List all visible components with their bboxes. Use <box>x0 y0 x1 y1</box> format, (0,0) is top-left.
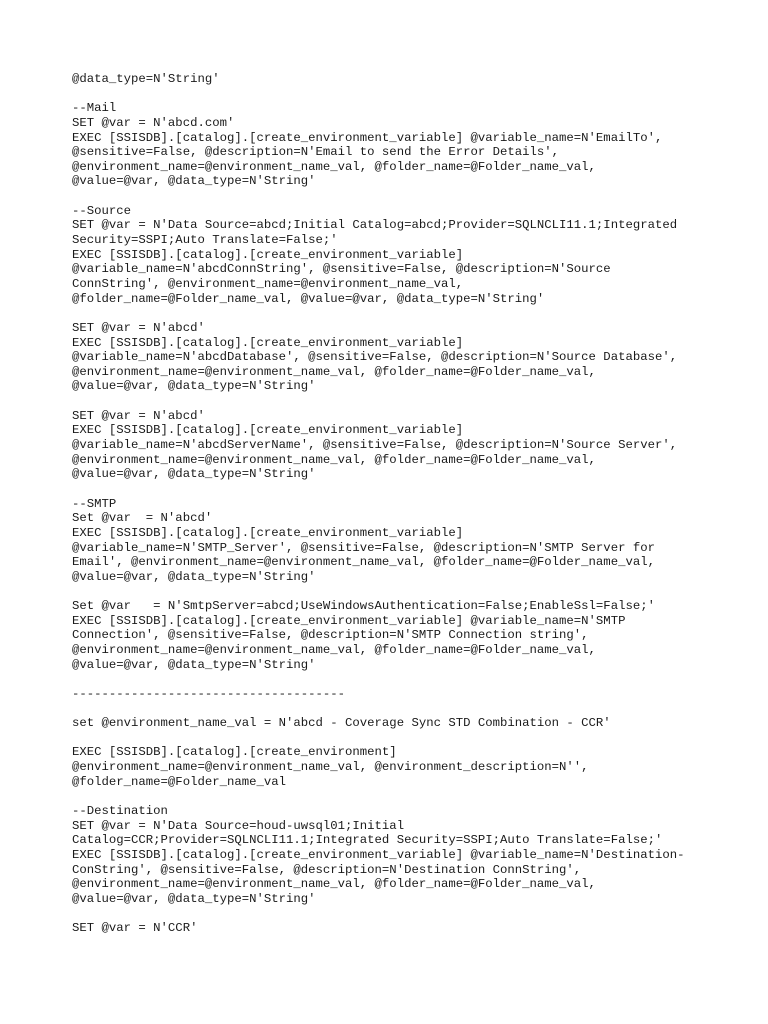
code-line: Email', @environment_name=@environment_name_val, @folder_name=@Folder_name_val, <box>72 555 655 570</box>
code-line: Connection', @sensitive=False, @description=N'SMTP Connection string', <box>72 628 589 643</box>
code-line: @folder_name=@Folder_name_val, @value=@var, @data_type=N'String' <box>72 291 545 306</box>
code-block <box>72 921 732 936</box>
code-line: @variable_name=N'abcdConnString', @sensitive=False, @description=N'Source <box>72 262 611 277</box>
code-line: @environment_name=@environment_name_val, @folder_name=@Folder_name_val, <box>72 364 596 379</box>
code-line: Catalog=CCR;Provider=SQLNCLI11.1;Integrated Security=SSPI;Auto Translate=False;' <box>72 833 663 848</box>
code-line: --Source <box>72 203 132 218</box>
code-line: SET @var = N'Data Source=abcd;Initial Catalog=abcd;Provider=SQLNCLI11.1;Integrated <box>72 218 678 233</box>
code-line: SET @var = N'abcd' <box>72 320 205 335</box>
code-line: set @environment_name_val = N'abcd - Coverage Sync STD Combination - CCR' <box>72 716 611 731</box>
code-block <box>72 204 732 306</box>
code-line: EXEC [SSISDB].[catalog].[create_environment_variable] @variable_name=N'EmailTo', <box>72 130 663 145</box>
code-block <box>72 745 732 789</box>
code-line: SET @var = N'abcd' <box>72 408 205 423</box>
code-line: --Destination <box>72 804 168 819</box>
code-line: @value=@var, @data_type=N'String' <box>72 891 316 906</box>
code-block <box>72 72 732 87</box>
code-line: ------------------------------------- <box>72 686 346 701</box>
code-line: Set @var = N'abcd' <box>72 511 213 526</box>
code-line: SET @var = N'Data Source=houd-uwsql01;Initial <box>72 818 405 833</box>
code-block <box>72 716 732 731</box>
code-block <box>72 804 732 906</box>
code-line: @value=@var, @data_type=N'String' <box>72 657 316 672</box>
code-line: SET @var = N'CCR' <box>72 921 198 936</box>
code-line: ConString', @sensitive=False, @description=N'Destination ConnString', <box>72 862 582 877</box>
code-line: @folder_name=@Folder_name_val <box>72 774 287 789</box>
code-block <box>72 409 732 482</box>
code-line: EXEC [SSISDB].[catalog].[create_environment_variable] <box>72 525 464 540</box>
code-line: @environment_name=@environment_name_val, @folder_name=@Folder_name_val, <box>72 642 596 657</box>
code-line: EXEC [SSISDB].[catalog].[create_environment_variable] <box>72 247 464 262</box>
code-line: @environment_name=@environment_name_val, @folder_name=@Folder_name_val, <box>72 452 596 467</box>
code-line: ConnString', @environment_name=@environment_name_val, <box>72 276 464 291</box>
code-line: EXEC [SSISDB].[catalog].[create_environment_variable] @variable_name=N'Destination- <box>72 847 685 862</box>
code-line: EXEC [SSISDB].[catalog].[create_environment_variable] @variable_name=N'SMTP <box>72 613 626 628</box>
code-block <box>72 599 732 672</box>
code-line: EXEC [SSISDB].[catalog].[create_environment_variable] <box>72 423 464 438</box>
code-line: @value=@var, @data_type=N'String' <box>72 379 316 394</box>
code-line: @variable_name=N'abcdServerName', @sensitive=False, @description=N'Source Server', <box>72 438 678 453</box>
code-line: SET @var = N'abcd.com' <box>72 115 235 130</box>
code-block <box>72 497 732 585</box>
code-line: --SMTP <box>72 496 117 511</box>
code-line: @value=@var, @data_type=N'String' <box>72 174 316 189</box>
code-line: @environment_name=@environment_name_val, @environment_description=N'', <box>72 760 589 775</box>
code-line: @data_type=N'String' <box>72 72 220 86</box>
document-page <box>72 72 732 950</box>
code-line: @value=@var, @data_type=N'String' <box>72 569 316 584</box>
code-line: Set @var = N'SmtpServer=abcd;UseWindowsAuthentication=False;EnableSsl=False;' <box>72 599 655 614</box>
code-line: --Mail <box>72 101 117 116</box>
code-line: EXEC [SSISDB].[catalog].[create_environment] <box>72 745 397 760</box>
code-line: @variable_name=N'SMTP_Server', @sensitive=False, @description=N'SMTP Server for <box>72 540 655 555</box>
code-line: @variable_name=N'abcdDatabase', @sensitive=False, @description=N'Source Database', <box>72 350 678 365</box>
code-line: @value=@var, @data_type=N'String' <box>72 467 316 482</box>
code-line: @environment_name=@environment_name_val, @folder_name=@Folder_name_val, <box>72 159 596 174</box>
code-line: @environment_name=@environment_name_val, @folder_name=@Folder_name_val, <box>72 877 596 892</box>
code-block <box>72 321 732 394</box>
code-line: @sensitive=False, @description=N'Email to send the Error Details', <box>72 145 560 160</box>
code-block <box>72 687 732 702</box>
code-line: Security=SSPI;Auto Translate=False;' <box>72 233 338 248</box>
code-block <box>72 101 732 189</box>
code-line: EXEC [SSISDB].[catalog].[create_environment_variable] <box>72 335 464 350</box>
